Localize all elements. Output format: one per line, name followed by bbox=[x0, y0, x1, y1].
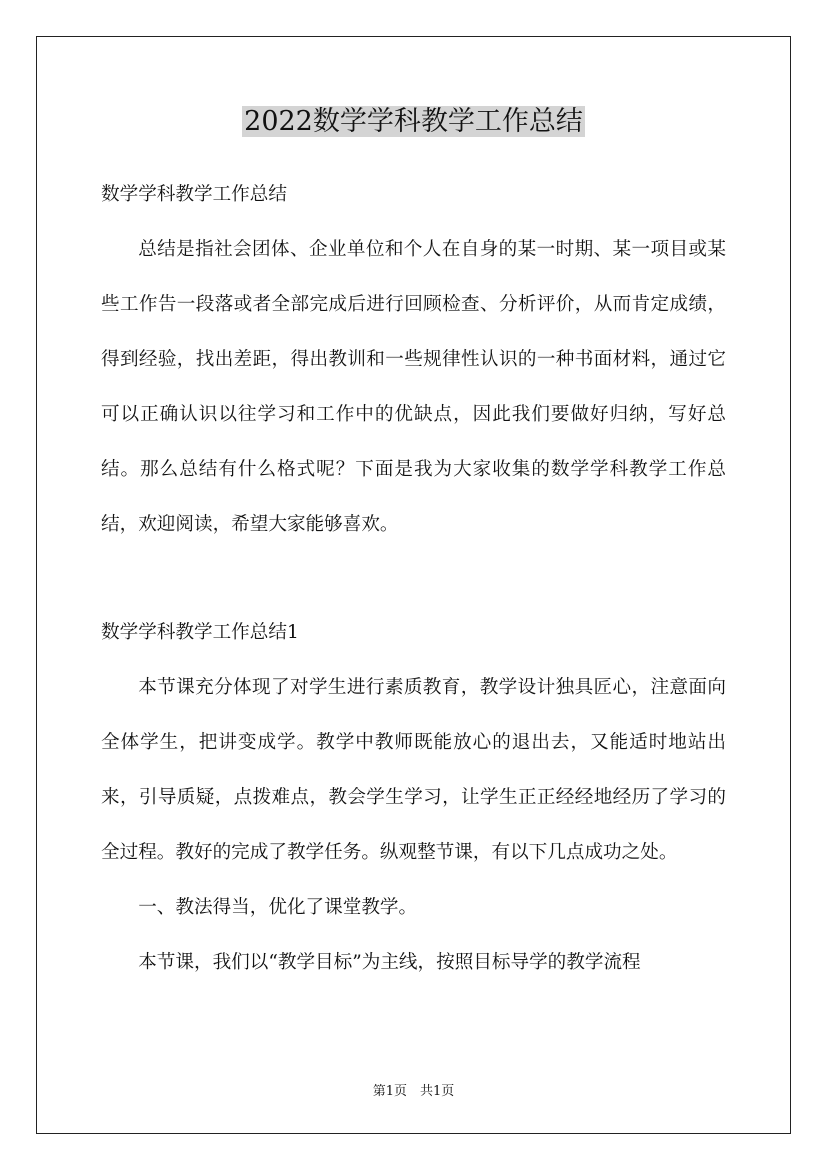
section-heading: 数学学科教学工作总结1 bbox=[101, 622, 299, 643]
subheading-paragraph: 一、教法得当，优化了课堂教学。 bbox=[138, 897, 418, 918]
page-number: 第1页 共1页 bbox=[372, 1084, 455, 1099]
section-heading: 数学学科教学工作总结 bbox=[101, 184, 287, 205]
intro-paragraph: 总结是指社会团体、企业单位和个人在自身的某一时期、某一项目或某些工作告一段落或者全部完成后进行回顾检查、分析评价，从而肯定成绩，得到经验，找出差距，得出教训和一些规律性认识的一种书面材料，通过它可以正确认识以往学习和工作中的优缺点，因此我们要做好归纳，写好总结。那么总结有什么格式呢？下面是我为大家收集的数学学科教学工作总结，欢迎阅读，希望大家能够喜欢。 bbox=[101, 239, 726, 535]
document-title-text: 2022数学学科教学工作总结 bbox=[244, 106, 583, 137]
document-body bbox=[101, 167, 726, 990]
document-title bbox=[0, 100, 827, 144]
body-paragraph: 本节课，我们以“教学目标”为主线，按照目标导学的教学流程 bbox=[138, 952, 641, 973]
body-paragraph: 本节课充分体现了对学生进行素质教育，教学设计独具匠心，注意面向全体学生，把讲变成学。教学中教师既能放心的退出去，又能适时地站出来，引导质疑，点拨难点，教会学生学习，让学生正正经经地经历了学习的全过程。教好的完成了教学任务。纵观整节课，有以下几点成功之处。 bbox=[101, 677, 726, 863]
